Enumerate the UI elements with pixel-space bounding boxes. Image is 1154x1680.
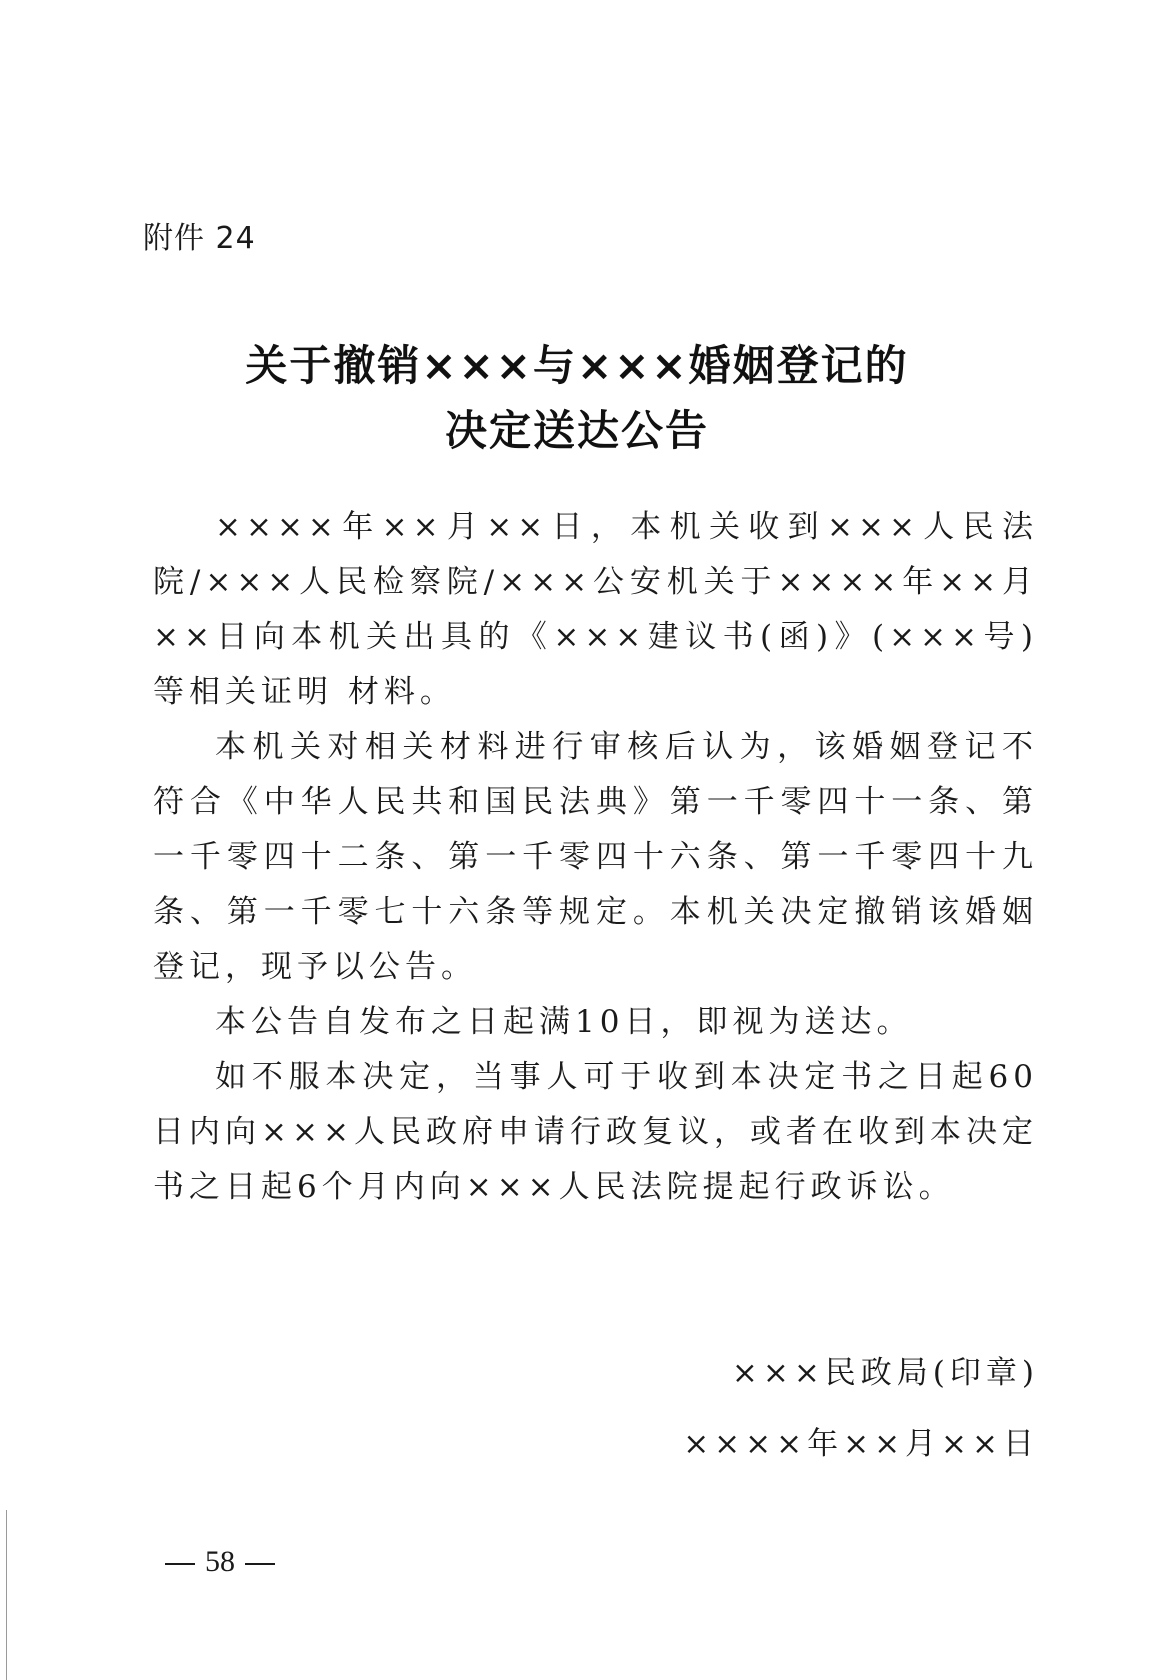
page-number bbox=[155, 1545, 285, 1579]
attachment-label: 附件 24 bbox=[143, 221, 256, 256]
page-number-value: 58 bbox=[205, 1545, 235, 1578]
dash-left bbox=[165, 1563, 195, 1565]
document-title-line-1: 关于撤销×××与×××婚姻登记的 bbox=[245, 341, 909, 390]
body-paragraph: 如不服本决定，当事人可于收到本决定书之日起60日内向×××人民政府申请行政复议，或者在收到本决定书之日起6个月内向×××人民法院提起行政诉讼。 bbox=[153, 1059, 1038, 1205]
dash-right bbox=[245, 1563, 275, 1565]
signature-date: ××××年××月××日 bbox=[683, 1426, 1039, 1462]
document-title-line-2: 决定送达公告 bbox=[444, 406, 709, 455]
document-body bbox=[153, 500, 1038, 1215]
scan-edge-line bbox=[6, 1510, 7, 1680]
signature-organization: ×××民政局(印章) bbox=[731, 1355, 1039, 1391]
body-paragraph: 本机关对相关材料进行审核后认为，该婚姻登记不符合《中华人民共和国民法典》第一千零四十一条、第一千零四十二条、第一千零四十六条、第一千零四十九条、第一千零七十六条等规定。本机关决定撤销该婚姻登记，现予以公告。 bbox=[153, 729, 1038, 985]
body-paragraph: ××××年××月××日，本机关收到×××人民法院/×××人民检察院/×××公安机关于××××年××月××日向本机关出具的《×××建议书(函)》(×××号)等相关证明 材料。 bbox=[153, 509, 1038, 710]
body-paragraph: 本公告自发布之日起满10日，即视为送达。 bbox=[215, 1004, 913, 1040]
